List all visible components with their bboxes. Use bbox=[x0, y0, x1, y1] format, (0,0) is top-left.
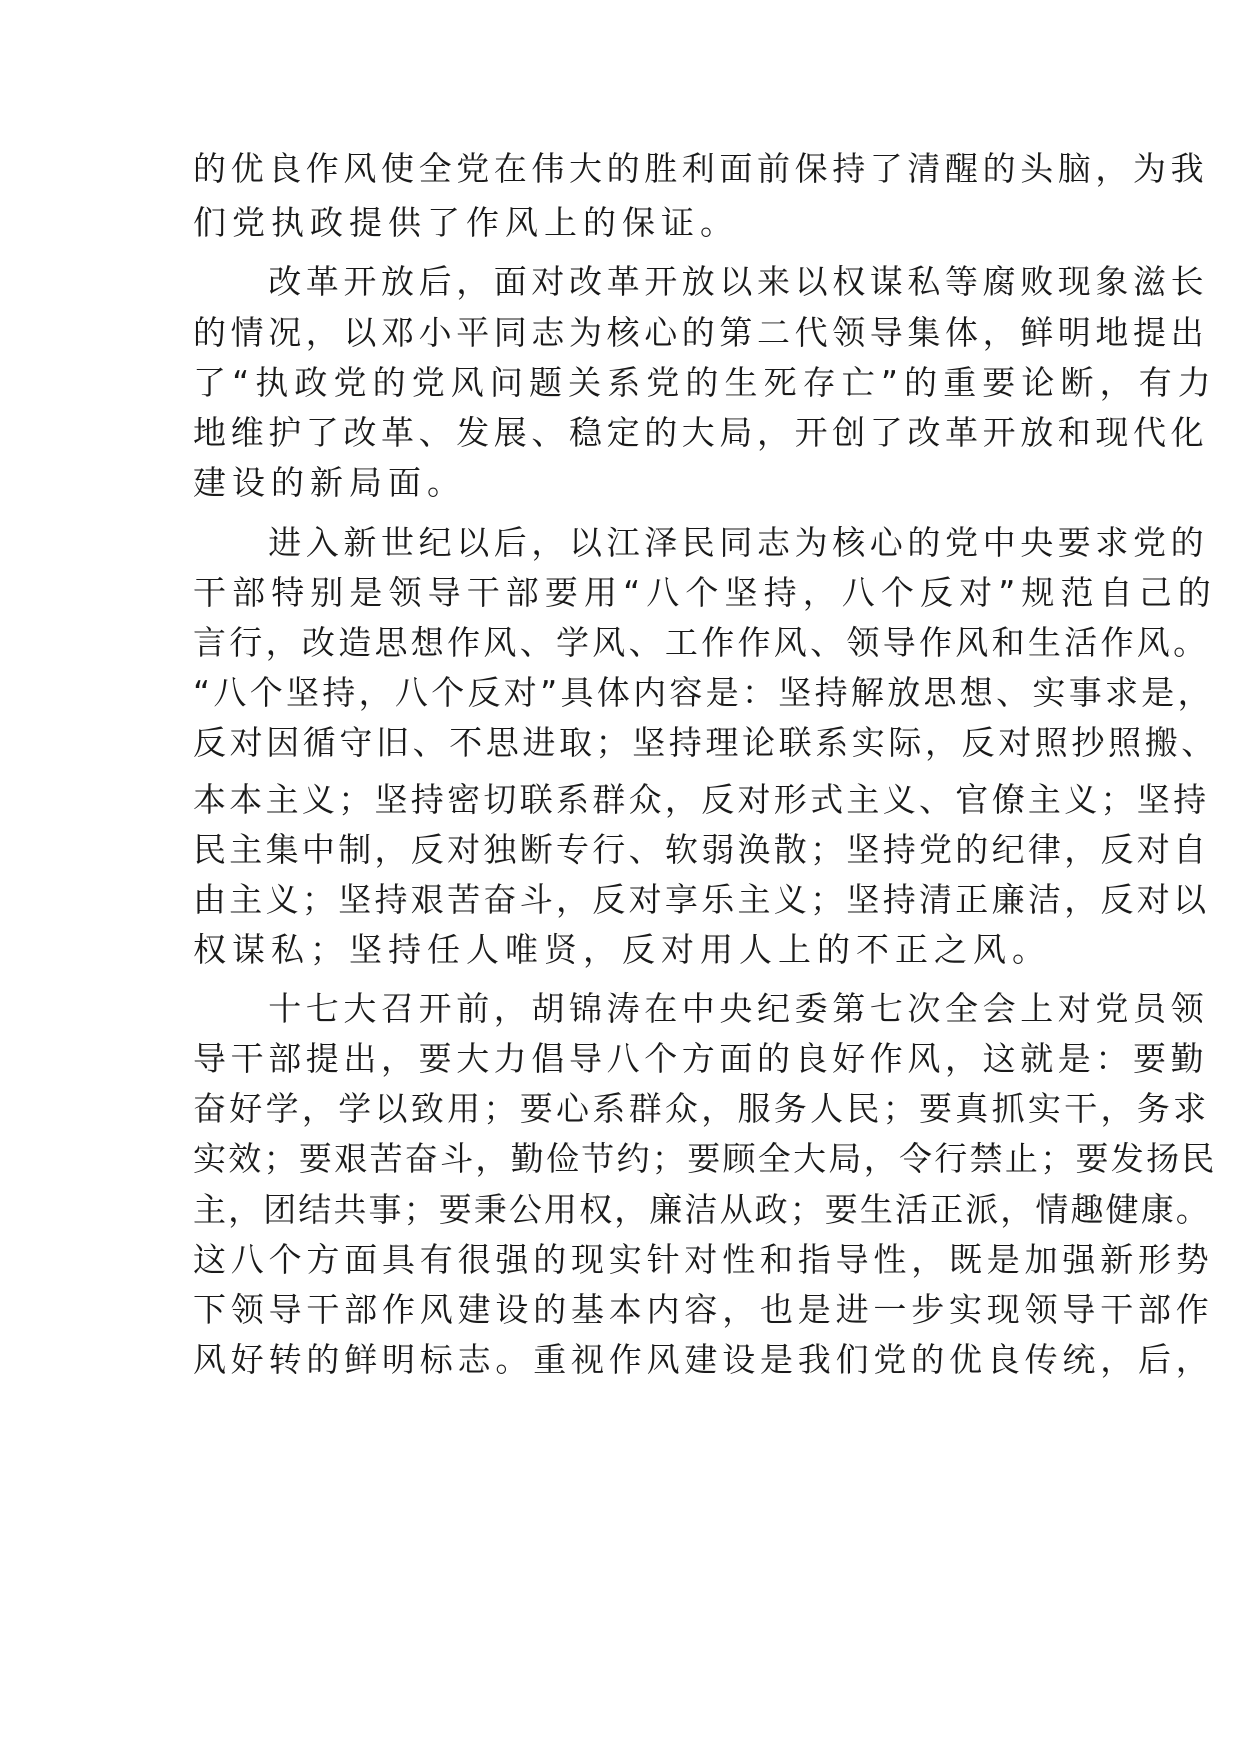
text-line: 的优良作风使全党在伟大的胜利面前保持了清醒的头脑，为我 bbox=[193, 149, 1209, 188]
text-line: 下领导干部作风建设的基本内容，也是进一步实现领导干部作 bbox=[193, 1290, 1214, 1329]
text-line: 改革开放后，面对改革开放以来以权谋私等腐败现象滋长 bbox=[193, 262, 1209, 301]
text-line: 这八个方面具有很强的现实针对性和指导性，既是加强新形势 bbox=[193, 1240, 1214, 1279]
text-line: 干部特别是领导干部要用“八个坚持，八个反对”规范自己的 bbox=[193, 573, 1217, 612]
text-line: 们党执政提供了作风上的保证。 bbox=[193, 203, 739, 242]
text-line: 风好转的鲜明标志。重视作风建设是我们党的优良传统，后， bbox=[193, 1340, 1214, 1379]
text-line: 民主集中制，反对独断专行、软弱涣散；坚持党的纪律，反对自 bbox=[193, 830, 1210, 869]
text-line: 实效；要艰苦奋斗，勤俭节约；要顾全大局，令行禁止；要发扬民 bbox=[193, 1139, 1217, 1178]
text-line: 权谋私；坚持任人唯贤，反对用人上的不正之风。 bbox=[193, 930, 1051, 969]
text-line: 言行，改造思想作风、学风、工作作风、领导作风和生活作风。 bbox=[193, 623, 1210, 662]
text-line: 十七大召开前，胡锦涛在中央纪委第七次全会上对党员领 bbox=[193, 989, 1209, 1028]
text-line: “八个坚持，八个反对”具体内容是：坚持解放思想、实事求是， bbox=[193, 673, 1214, 712]
text-line: 奋好学，学以致用；要心系群众，服务人民；要真抓实干，务求 bbox=[193, 1089, 1210, 1128]
text-line: 进入新世纪以后，以江泽民同志为核心的党中央要求党的 bbox=[193, 523, 1209, 562]
text-line: 导干部提出，要大力倡导八个方面的良好作风，这就是：要勤 bbox=[193, 1039, 1209, 1078]
text-line: 的情况，以邓小平同志为核心的第二代领导集体，鲜明地提出 bbox=[193, 313, 1209, 352]
text-line: 建设的新局面。 bbox=[193, 463, 466, 502]
text-line: 主，团结共事；要秉公用权，廉洁从政；要生活正派，情趣健康。 bbox=[193, 1190, 1211, 1229]
text-line: 本本主义；坚持密切联系群众，反对形式主义、官僚主义；坚持 bbox=[193, 780, 1210, 819]
text-line: 由主义；坚持艰苦奋斗，反对享乐主义；坚持清正廉洁，反对以 bbox=[193, 880, 1210, 919]
text-line: 了“执政党的党风问题关系党的生死存亡”的重要论断，有力 bbox=[193, 363, 1217, 402]
text-line: 地维护了改革、发展、稳定的大局，开创了改革开放和现代化 bbox=[193, 413, 1209, 452]
text-line: 反对因循守旧、不思进取；坚持理论联系实际，反对照抄照搬、 bbox=[193, 723, 1218, 762]
